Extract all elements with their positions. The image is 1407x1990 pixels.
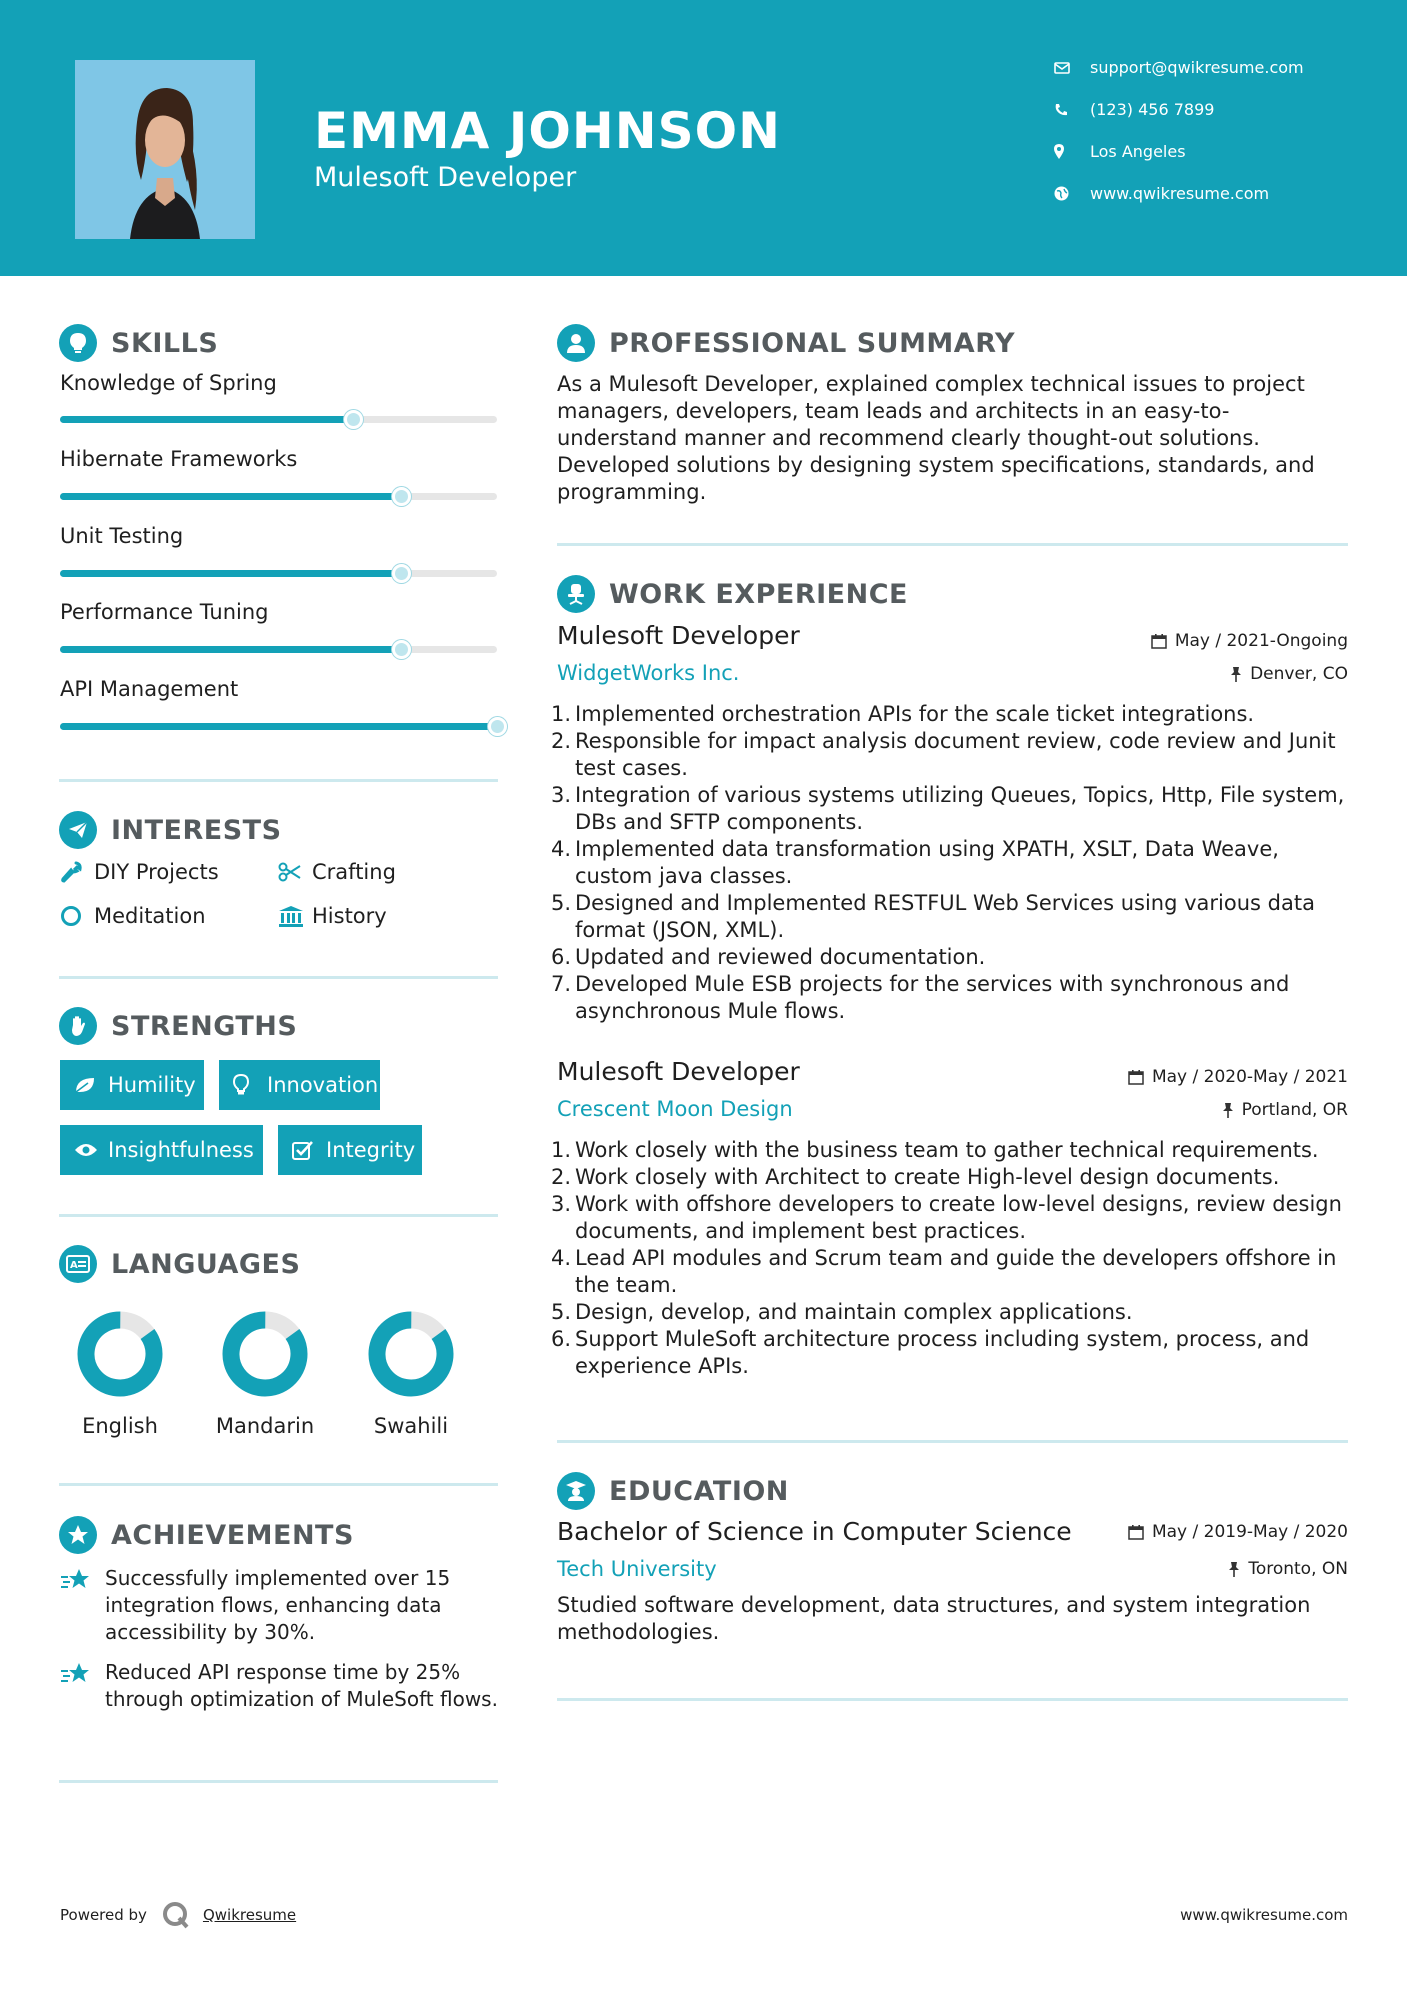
job-dates-text: May / 2020-May / 2021 — [1151, 1067, 1348, 1087]
skill-bar — [60, 723, 497, 730]
skill-bar-fill — [60, 493, 401, 500]
skills-heading — [59, 324, 218, 362]
language-label: Swahili — [373, 1414, 449, 1438]
paper-plane-icon — [59, 811, 97, 849]
contact-phone[interactable] — [1054, 100, 1214, 119]
responsibility-text: Integration of various systems utilizing Queues, Topics, Http, File system, DBs and SFTP components. — [575, 783, 1345, 834]
contact-phone-text: (123) 456 7899 — [1090, 100, 1215, 119]
responsibility-text: Design, develop, and maintain complex applications. — [575, 1300, 1133, 1324]
education-location-text: Toronto, ON — [1248, 1559, 1348, 1579]
responsibility-item: 3. Work with offshore developers to create low-level designs, review design documents, and implement best practices. — [551, 1192, 1342, 1243]
office-chair-icon — [557, 575, 595, 613]
shooting-star-icon — [60, 1659, 105, 1713]
responsibility-text: Implemented orchestration APIs for the scale ticket integrations. — [575, 702, 1255, 726]
responsibility-item: 1. Work closely with the business team to gather technical requirements. — [551, 1138, 1319, 1162]
strength-label: Integrity — [326, 1138, 416, 1162]
pushpin-icon — [1228, 1561, 1240, 1577]
job-title: Mulesoft Developer — [557, 621, 800, 650]
skill-bar-fill — [60, 570, 401, 577]
scissors-icon — [278, 862, 312, 882]
contact-location — [1054, 142, 1186, 161]
summary-title: PROFESSIONAL SUMMARY — [609, 327, 1016, 359]
skill-bar — [60, 416, 497, 423]
skill-bar-fill — [60, 723, 497, 730]
circle-icon — [60, 905, 94, 927]
summary-text: As a Mulesoft Developer, explained complex technical issues to project managers, developers, team leads and architects in an easy-to-understand manner and recommend clearly thought-out solutions. Developed solutions by designing system specifications, standards, and programming. — [557, 372, 1315, 504]
responsibility-text: Updated and reviewed documentation. — [575, 945, 986, 969]
section-divider — [557, 543, 1348, 546]
skill-label: Unit Testing — [60, 524, 184, 548]
strengths-heading — [59, 1007, 297, 1045]
achievement-text: Reduced API response time by 25% through optimization of MuleSoft flows. — [105, 1660, 498, 1711]
responsibility-item: 3. Integration of various systems utilizing Queues, Topics, Http, File system, DBs and SFTP components. — [551, 783, 1345, 834]
interest-label: History — [312, 904, 387, 928]
responsibility-text: Developed Mule ESB projects for the services with synchronous and asynchronous Mule flows. — [575, 972, 1290, 1023]
responsibility-item: 2. Responsible for impact analysis document review, code review and Junit test cases. — [551, 729, 1336, 780]
hand-icon — [59, 1007, 97, 1045]
skill-bar-knob — [344, 410, 363, 429]
job-location — [1222, 1100, 1348, 1120]
section-divider — [59, 976, 498, 979]
section-divider — [557, 1440, 1348, 1443]
language-donut — [77, 1311, 163, 1397]
skill-bar-knob — [488, 717, 507, 736]
graduate-icon — [557, 1472, 595, 1510]
experience-heading — [557, 575, 908, 613]
education-location — [1228, 1559, 1348, 1579]
responsibility-item: 2. Work closely with Architect to create High-level design documents. — [551, 1165, 1280, 1189]
education-dates-text: May / 2019-May / 2020 — [1151, 1522, 1348, 1542]
interest-label: DIY Projects — [94, 860, 219, 884]
responsibility-item: 6. Support MuleSoft architecture process including system, process, and experience APIs. — [551, 1327, 1310, 1378]
interest-label: Crafting — [312, 860, 396, 884]
responsibility-text: Designed and Implemented RESTFUL Web Services using various data format (JSON, XML). — [575, 891, 1315, 942]
language-label: Mandarin — [215, 1414, 315, 1438]
achievements-heading — [59, 1516, 354, 1554]
globe-icon — [1054, 186, 1090, 201]
skill-bar-knob — [392, 564, 411, 583]
pushpin-icon — [1230, 666, 1242, 682]
skill-bar-knob — [392, 640, 411, 659]
contact-email-text: support@qwikresume.com — [1090, 58, 1304, 77]
summary-heading — [557, 324, 1015, 362]
check-square-icon — [292, 1140, 326, 1160]
education-heading — [557, 1472, 789, 1510]
strength-label: Humility — [108, 1073, 196, 1097]
candidate-name: EMMA JOHNSON — [314, 102, 781, 160]
candidate-role: Mulesoft Developer — [314, 162, 577, 193]
job-dates-text: May / 2021-Ongoing — [1174, 631, 1348, 651]
contact-website-text: www.qwikresume.com — [1090, 184, 1270, 203]
job-dates — [1128, 1067, 1348, 1087]
responsibility-text: Work closely with the business team to gather technical requirements. — [575, 1138, 1319, 1162]
job-location — [1230, 664, 1348, 684]
lightbulb-icon — [233, 1074, 267, 1096]
responsibility-item: 6. Updated and reviewed documentation. — [551, 945, 986, 969]
interest-item — [60, 860, 219, 884]
resume-header — [0, 0, 1407, 276]
school-name: Tech University — [557, 1557, 717, 1581]
interests-heading — [59, 811, 282, 849]
responsibility-item: 4. Lead API modules and Scrum team and guide the developers offshore in the team. — [551, 1246, 1337, 1297]
achievement-text: Successfully implemented over 15 integration flows, enhancing data accessibility by 30%. — [105, 1566, 451, 1644]
job-responsibilities — [551, 701, 1347, 1025]
language-label: English — [82, 1414, 158, 1438]
responsibility-item: 7. Developed Mule ESB projects for the services with synchronous and asynchronous Mule flows. — [551, 972, 1290, 1023]
job-location-text: Portland, OR — [1241, 1100, 1348, 1120]
pushpin-icon — [1222, 1102, 1234, 1118]
skill-label: Hibernate Frameworks — [60, 447, 298, 471]
wrench-icon — [60, 861, 94, 883]
section-divider — [59, 1214, 498, 1217]
responsibility-text: Support MuleSoft architecture process including system, process, and experience APIs. — [575, 1327, 1310, 1378]
responsibility-text: Implemented data transformation using XPATH, XSLT, Data Weave, custom java classes. — [575, 837, 1279, 888]
job-location-text: Denver, CO — [1250, 664, 1348, 684]
skill-bar-fill — [60, 646, 401, 653]
museum-icon — [278, 905, 312, 927]
languages-heading — [59, 1245, 300, 1283]
qwikresume-logo-icon — [161, 1900, 191, 1930]
eye-icon — [74, 1142, 108, 1158]
strength-chip — [60, 1060, 204, 1110]
contact-email[interactable] — [1054, 58, 1304, 77]
job-dates — [1151, 631, 1348, 651]
company-name: WidgetWorks Inc. — [557, 661, 740, 685]
language-donut — [368, 1311, 454, 1397]
education-description: Studied software development, data structures, and system integration methodologies. — [557, 1593, 1311, 1644]
skill-bar-knob — [392, 487, 411, 506]
section-divider — [59, 1483, 498, 1486]
language-icon — [59, 1245, 97, 1283]
section-divider — [557, 1698, 1348, 1701]
skill-bar — [60, 570, 497, 577]
brand-link[interactable]: Qwikresume — [202, 1906, 297, 1924]
responsibility-item: 5. Designed and Implemented RESTFUL Web Services using various data format (JSON, XML). — [551, 891, 1315, 942]
interest-item — [60, 904, 206, 928]
footer-website[interactable]: www.qwikresume.com — [1180, 1906, 1348, 1924]
degree-title: Bachelor of Science in Computer Science — [557, 1517, 1072, 1546]
responsibility-text: Lead API modules and Scrum team and guide the developers offshore in the team. — [575, 1246, 1337, 1297]
calendar-icon — [1151, 633, 1167, 649]
interest-label: Meditation — [94, 904, 206, 928]
profile-photo — [75, 60, 255, 239]
envelope-icon — [1054, 62, 1090, 74]
job-responsibilities — [551, 1137, 1347, 1380]
education-dates — [1128, 1522, 1348, 1542]
education-title: EDUCATION — [609, 1475, 789, 1507]
responsibility-item: 1. Implemented orchestration APIs for the scale ticket integrations. — [551, 702, 1255, 726]
calendar-icon — [1128, 1524, 1144, 1540]
achievement-item — [60, 1659, 500, 1713]
interest-item — [278, 904, 387, 928]
skill-label: Performance Tuning — [60, 600, 269, 624]
responsibility-item: 4. Implemented data transformation using XPATH, XSLT, Data Weave, custom java classes. — [551, 837, 1279, 888]
skill-label: Knowledge of Spring — [60, 371, 277, 395]
skill-label: API Management — [60, 677, 239, 701]
achievement-item — [60, 1565, 500, 1646]
shooting-star-icon — [60, 1565, 105, 1646]
achievements-title: ACHIEVEMENTS — [111, 1519, 354, 1551]
responsibility-text: Work closely with Architect to create High-level design documents. — [575, 1165, 1280, 1189]
skill-bar — [60, 646, 497, 653]
strength-chip — [60, 1125, 263, 1175]
interest-item — [278, 860, 396, 884]
job-title: Mulesoft Developer — [557, 1057, 800, 1086]
calendar-icon — [1128, 1069, 1144, 1085]
strengths-title: STRENGTHS — [111, 1010, 298, 1042]
star-icon — [59, 1516, 97, 1554]
language-donut — [222, 1311, 308, 1397]
phone-icon — [1054, 103, 1090, 117]
languages-title: LANGUAGES — [111, 1248, 301, 1280]
skill-bar-fill — [60, 416, 353, 423]
leaf-icon — [74, 1076, 108, 1094]
strength-label: Insightfulness — [108, 1138, 254, 1162]
contact-location-text: Los Angeles — [1090, 142, 1186, 161]
lightbulb-icon — [59, 324, 97, 362]
section-divider — [59, 779, 498, 782]
skills-title: SKILLS — [111, 327, 219, 359]
responsibility-text: Work with offshore developers to create low-level designs, review design documents, and implement best practices. — [575, 1192, 1342, 1243]
company-name: Crescent Moon Design — [557, 1097, 793, 1121]
interests-title: INTERESTS — [111, 814, 282, 846]
user-icon — [557, 324, 595, 362]
experience-title: WORK EXPERIENCE — [609, 578, 908, 610]
powered-by-label: Powered by — [60, 1906, 147, 1924]
map-pin-icon — [1054, 144, 1090, 159]
contact-website[interactable] — [1054, 184, 1269, 203]
section-divider — [59, 1780, 498, 1783]
responsibility-text: Responsible for impact analysis document review, code review and Junit test cases. — [575, 729, 1336, 780]
strength-chip — [219, 1060, 380, 1110]
strength-label: Innovation — [267, 1073, 379, 1097]
skill-bar — [60, 493, 497, 500]
responsibility-item: 5. Design, develop, and maintain complex applications. — [551, 1300, 1133, 1324]
svg-text:A: A — [70, 1260, 78, 1271]
footer-branding — [60, 1900, 296, 1930]
strength-chip — [278, 1125, 422, 1175]
